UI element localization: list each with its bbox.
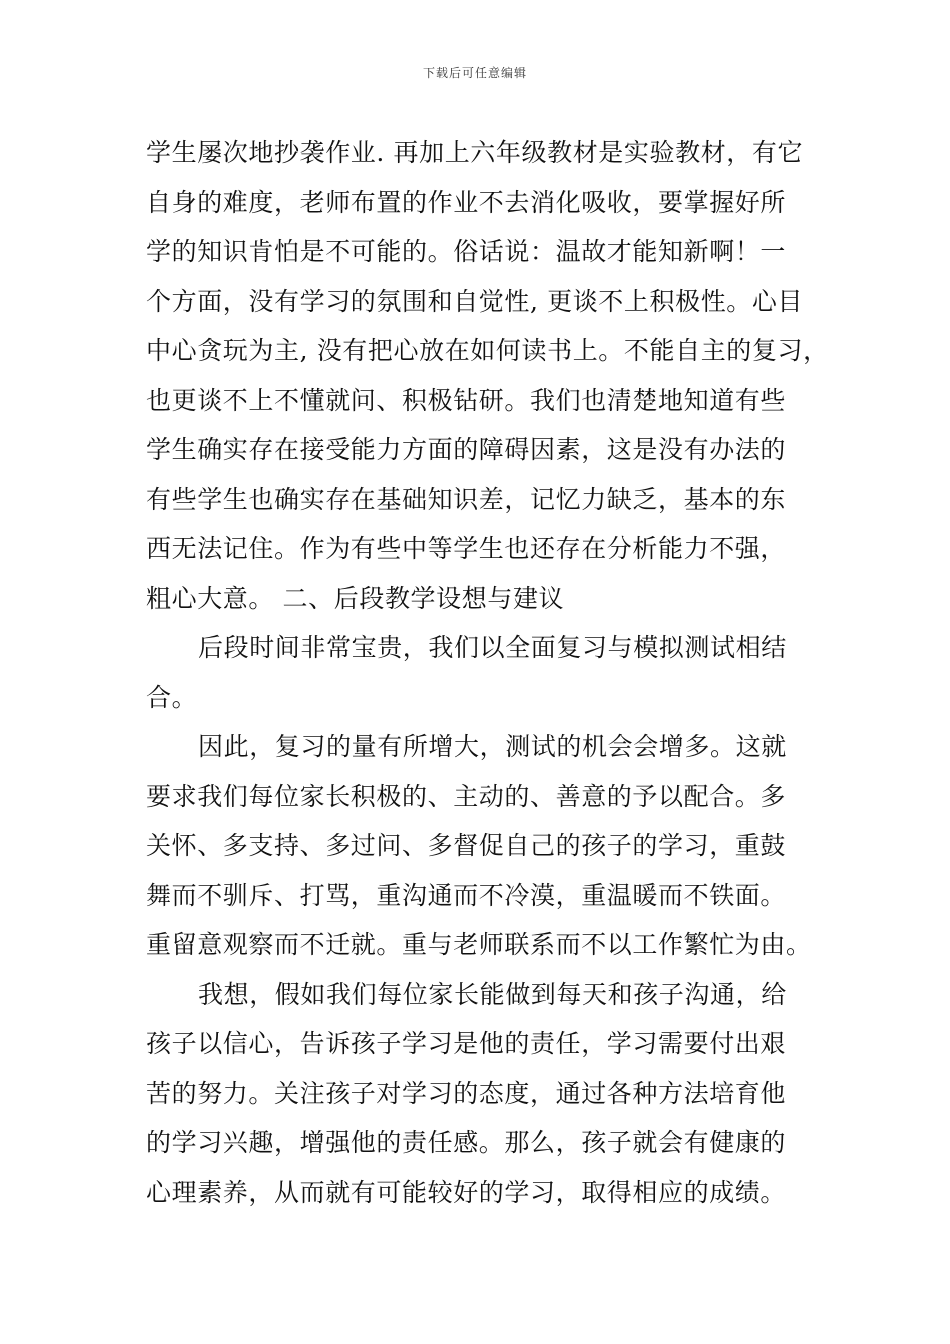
- text-line: 学的知识肯怕是不可能的。俗话说：温故才能知新啊！一: [146, 237, 787, 266]
- text-line: 舞而不驯斥、打骂，重沟通而不冷漠，重温暖而不铁面。: [146, 880, 787, 910]
- text-line: 孩子以信心，告诉孩子学习是他的责任，学习需要付出艰: [146, 1029, 787, 1058]
- text-line: 重留意观察而不迁就。重与老师联系而不以工作繁忙为由。: [146, 930, 812, 959]
- text-line: 学生确实存在接受能力方面的障碍因素，这是没有办法的: [146, 435, 787, 464]
- text-line: 我想，假如我们每位家长能做到每天和孩子沟通，给: [198, 979, 787, 1009]
- text-line: 因此，复习的量有所增大，测试的机会会增多。这就: [198, 732, 787, 761]
- text-line: 要求我们每位家长积极的、主动的、善意的予以配合。多: [146, 781, 787, 811]
- text-line: 有些学生也确实存在基础知识差，记忆力缺乏，基本的东: [146, 484, 787, 514]
- text-line: 粗心大意。 二、后段教学设想与建议: [146, 583, 565, 613]
- text-line: 的学习兴趣，增强他的责任感。那么，孩子就会有健康的: [146, 1128, 787, 1157]
- text-line: 自身的难度，老师布置的作业不去消化吸收，要掌握好所: [146, 187, 787, 217]
- text-line: 个方面，没有学习的氛围和自觉性, 更谈不上积极性。心目: [146, 286, 804, 316]
- text-line: 后段时间非常宝贵，我们以全面复习与模拟测试相结: [198, 633, 787, 662]
- text-line: 学生屡次地抄袭作业. 再加上六年级教材是实验教材，有它: [146, 138, 804, 167]
- text-line: 关怀、多支持、多过问、多督促自己的孩子的学习，重鼓: [146, 831, 787, 860]
- text-line: 合。: [146, 682, 198, 712]
- text-line: 也更谈不上不懂就问、积极钻研。我们也清楚地知道有些: [146, 385, 787, 415]
- text-line: 心理素养，从而就有可能较好的学习，取得相应的成绩。: [146, 1177, 787, 1207]
- text-line: 苦的努力。关注孩子对学习的态度，通过各种方法培育他: [146, 1078, 787, 1108]
- document-body: [146, 128, 829, 1217]
- page-header: 下载后可任意编辑: [422, 66, 527, 80]
- text-line: 中心贪玩为主, 没有把心放在如何读书上。不能自主的复习，: [146, 336, 829, 365]
- text-line: 西无法记住。作为有些中等学生也还存在分析能力不强，: [146, 534, 787, 563]
